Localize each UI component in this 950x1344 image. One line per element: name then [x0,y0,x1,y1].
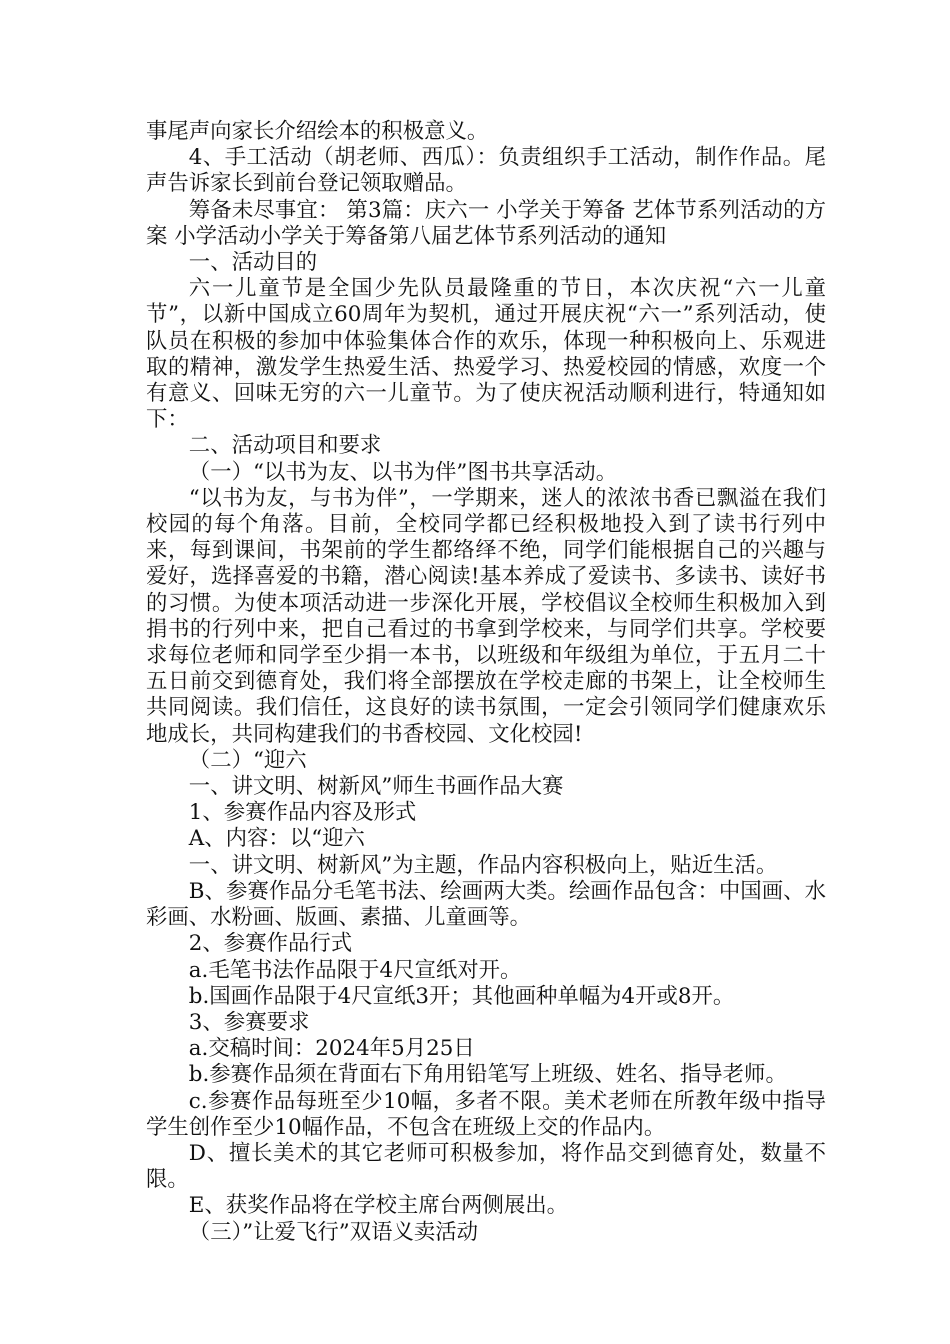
list-item: A、内容：以“迎六 [188,826,365,852]
paragraph: 六一儿童节是全国少先队员最隆重的节日，本次庆祝“六一儿童节”，以新中国成立60周年为契机，通过开展庆祝“六一”系列活动，使队员在积极的参加中体验集体合作的欢乐，体现一种积极向上、乐观进取的精神，激发学生热爱生活、热爱学习、热爱校园的情感，欢度一个有意义、回味无穷的六一儿童节。为了使庆祝活动顺利进行，特通知如下： [146,276,826,433]
list-item: 一、讲文明、树新风”为主题，作品内容积极向上，贴近生活。 [188,852,778,878]
list-item: 1、参赛作品内容及形式 [188,800,417,826]
subsection-heading: （一）“以书为友、以书为伴”图书共享活动。 [188,459,618,485]
list-item: 3、参赛要求 [188,1009,310,1035]
list-item: 2、参赛作品行式 [188,931,353,957]
list-item: B、参赛作品分毛笔书法、绘画两大类。绘画作品包含：中国画、水彩画、水粉画、版画、素描、儿童画等。 [146,878,826,931]
section-heading: 一、活动目的 [188,250,318,276]
list-item: c.参赛作品每班至少10幅，多者不限。美术老师在所教年级中指导学生创作至少10幅作品，不包含在班级上交的作品内。 [146,1088,826,1140]
section-heading: 二、活动项目和要求 [188,433,382,459]
list-item: D、擅长美术的其它老师可积极参加，将作品交到德育处，数量不限。 [146,1140,826,1193]
list-item: a.毛笔书法作品限于4尺宣纸对开。 [188,957,522,983]
paragraph: “以书为友，与书为伴”，一学期来，迷人的浓浓书香已飘溢在我们校园的每个角落。目前，全校同学都已经积极地投入到了读书行列中来，每到课间，书架前的学生都络绎不绝，同学们能根据自己的兴趣与爱好，选择喜爱的书籍，潜心阅读!基本养成了爱读书、多读书、读好书的习惯。为使本项活动进一步深化开展，学校倡议全校师生积极加入到捐书的行列中来，把自己看过的书拿到学校来，与同学们共享。学校要求每位老师和同学至少捐一本书，以班级和年级组为单位，于五月二十五日前交到德育处，我们将全部摆放在学校走廊的书架上，让全校师生共同阅读。我们信任，这良好的读书氛围，一定会引领同学们健康欢乐地成长，共同构建我们的书香校园、文化校园! [146,485,826,747]
list-item: E、获奖作品将在学校主席台两侧展出。 [188,1193,569,1219]
paragraph: 4、手工活动（胡老师、西瓜）：负责组织手工活动，制作作品。尾声告诉家长到前台登记领取赠品。 [146,145,826,197]
document-page [146,119,826,1246]
list-item: b.国画作品限于4尺宣纸3开；其他画种单幅为4开或8开。 [188,983,735,1009]
list-item: b.参赛作品须在背面右下角用铅笔写上班级、姓名、指导老师。 [188,1062,787,1088]
subsection-heading: （二）“迎六 [188,747,307,773]
list-item: a.交稿时间：2024年5月25日 [188,1036,475,1062]
subsection-heading: （三）”让爱飞行”双语义卖活动 [188,1219,479,1245]
paragraph: 事尾声向家长介绍绘本的积极意义。 [146,119,489,144]
paragraph: 筹备未尽事宜： 第3篇：庆六一 小学关于筹备 艺体节系列活动的方案 小学活动小学关于筹备第八届艺体节系列活动的通知 [146,197,826,249]
paragraph: 一、讲文明、树新风”师生书画作品大赛 [188,774,564,800]
